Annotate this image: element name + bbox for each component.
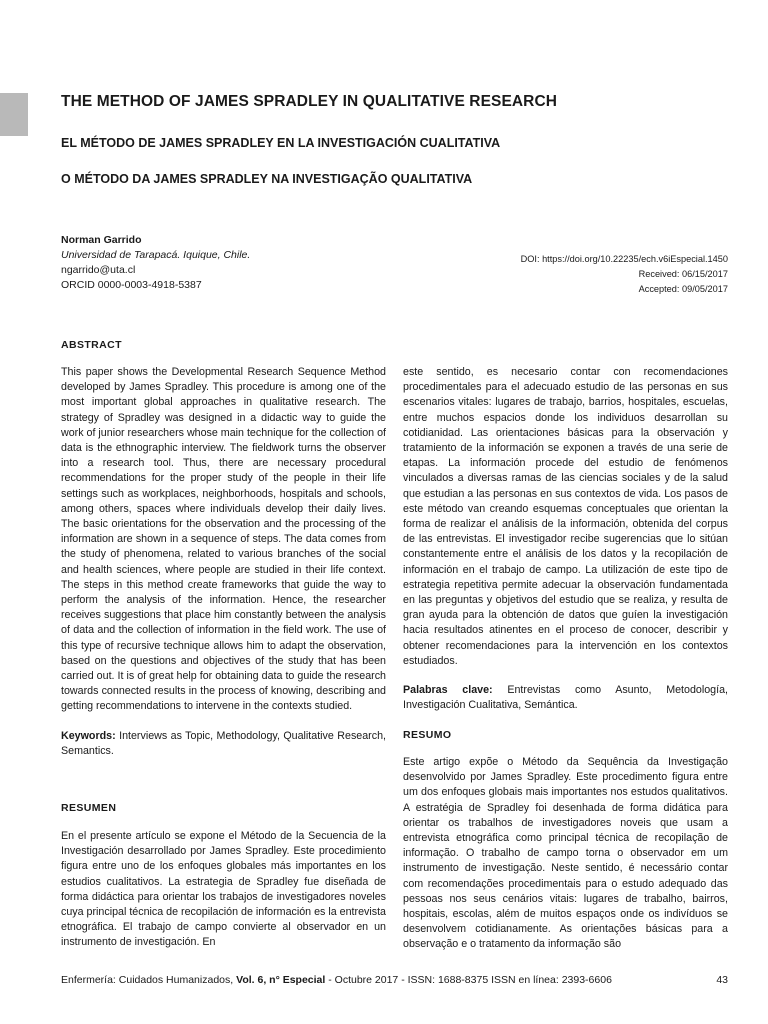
keywords-label: Keywords: [61,729,116,742]
received-date: Received: 06/15/2017 [638,269,728,279]
journal-citation [61,974,612,986]
author-email[interactable]: ngarrido@uta.cl [61,264,136,276]
resumen-body-col2 [403,365,728,713]
journal-volume: Vol. 6, n° Especial [236,974,326,986]
keywords-text: Interviews as Topic, Methodology, Qualitative Research, Semantics. [61,729,386,757]
resumo-text: Este artigo expõe o Método da Sequência da Investigação desenvolvido por James Spradley. Este procedimento figura entre um dos enfoques globais mais importantes nos estudos qualitativos. A estratégia de Spradley foi desenhada de forma didática para orientar os trabalhos de investigadores noveis que usam a entrevista etnográfica como principal técnica de recopilação de informação. O trabalho de campo torna o observador em um instrumento de investigação. Neste sentido, é necessário contar com recomendações procedimentais para o estudo adequado das pessoas nos seus cenários vitais: lugares de trabalho, bairros, hospitais, escolas, além de muitos espaços onde os indivíduos se desenvolvem cotidianamente. As orientações básicas para a observação e o tratamento da informação são [403,756,728,951]
author-institution: Universidad de Tarapacá. Iquique, Chile. [61,249,251,261]
abstract-heading: ABSTRACT [61,339,122,351]
resumen-text-part1: En el presente artículo se expone el Método de la Secuencia de la Investigación desarrollado por James Spradley. Este procedimiento figura entre uno de los enfoques globales más importantes en los estudios cualitativos. La estrategia de Spradley fue diseñada de forma didáctica para orientar los trabajos de investigadores noveles cuya principal técnica de recopilación de información es la entrevista etnográfica. El trabajo de campo convierte al observador en un instrumento de investigación. En [61,830,386,949]
author-name: Norman Garrido [61,234,142,246]
page-footer [61,974,728,986]
resumo-body [403,755,728,953]
side-tab-marker [0,93,28,136]
author-block [61,233,250,293]
resumen-body-col1 [61,829,386,951]
paper-title-spanish: EL MÉTODO DE JAMES SPRADLEY EN LA INVESTIGACIÓN CUALITATIVA [61,136,501,150]
resumo-heading: RESUMO [403,729,452,741]
journal-details: - Octubre 2017 - ISSN: 1688-8375 ISSN en línea: 2393-6606 [328,974,612,986]
resumen-text-part2: este sentido, es necesario contar con recomendaciones procedimentales para el adecuado estudio de las personas en sus escenarios vitales: lugares de trabajo, barrios, hospitales, escuelas, entre muchos espacios donde los individuos desarrollan su cotidianidad. Las orientaciones básicas para la observación y tratamiento de la información se exponen a través de una serie de etapas. La información procede del estudio de fenómenos vinculados a diversas ramas de las ciencias sociales y de la salud que estudian a las personas en sus contextos de vida. Los pasos de este método van creando esquemas conceptuales que orientan la forma de realizar el análisis de la información, obtenida del corpus de las entrevistas. El investigador recibe sugerencias que lo sitúan constantemente entre el análisis de los datos y la recopilación de información en el trabajo de campo. La utilización de este tipo de estrategia repetitiva permite adecuar la observación fundamentada en las preguntas y objetivos del estudio que se realiza, y resulta de gran ayuda para la obtención de datos que guíen la investigación hacia resultados atinentes en el proceso de conocer, describir y obtener recomendaciones para la intervención en los contextos estudiados. [403,366,728,667]
article-meta [521,252,728,297]
page-number: 43 [716,974,728,986]
author-orcid: ORCID 0000-0003-4918-5387 [61,279,202,291]
resumen-keywords [403,683,728,713]
palabras-clave-label: Palabras clave: [403,684,493,697]
abstract-body [61,365,386,759]
paper-title-portuguese: O MÉTODO DA JAMES SPRADLEY NA INVESTIGAÇÃO QUALITATIVA [61,172,473,186]
paper-title-english: THE METHOD OF JAMES SPRADLEY IN QUALITATIVE RESEARCH [61,93,558,110]
doi-link[interactable]: DOI: https://doi.org/10.22235/ech.v6iEspecial.1450 [520,254,728,264]
abstract-text: This paper shows the Developmental Research Sequence Method developed by James Spradley. This procedure is among one of the most important global approaches in qualitative research. The strategy of Spradley was designed in a didactic way to guide the work of junior researchers whose main technique for the collection of data is the ethnographic interview. The fieldwork turns the observer into a research tool. Thus, there are necessary procedural recommendations for the proper study of the people in their life settings such as workplaces, neighborhoods, hospitals and schools, among others, spaces where individuals develop their daily lives. The basic orientations for the observation and the processing of the information are shown in a sequence of steps. The data comes from the study of phenomena, related to various branches of the social and health sciences, where people are studied in their life context. The steps in this method create frameworks that guide the way to perform the analysis of the information. Hence, the researcher receives suggestions that place him constantly between the analysis of data and the collection of information in the field work. The use of this type of recursive technique allows him to adapt the observation, based on the questions and objectives of the study that has been carried out. It is of great help for obtaining data to guide the research towards connected results in the process of knowing, describing and getting recommendations to intervene in the contexts studied. [61,366,386,713]
abstract-keywords [61,729,386,759]
palabras-clave-text: Entrevistas como Asunto, Metodología, Investigación Cualitativa, Semántica. [403,684,728,712]
accepted-date: Accepted: 09/05/2017 [638,284,728,294]
journal-name: Enfermería: Cuidados Humanizados, [61,974,234,986]
resumen-heading: RESUMEN [61,802,117,814]
